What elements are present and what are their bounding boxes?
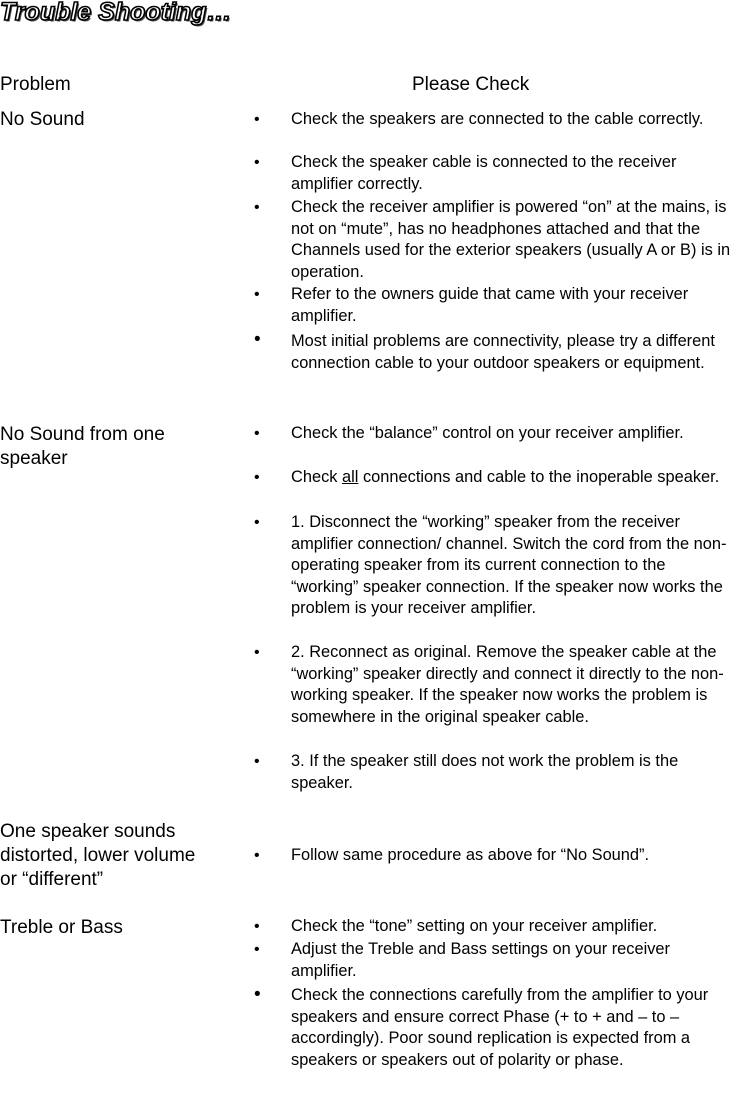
bullet-icon: •: [254, 644, 260, 661]
check-text: [291, 467, 734, 489]
page-title: Trouble Shooting…: [0, 0, 232, 26]
problem-no-sound: No Sound: [0, 109, 85, 130]
check-text-underlined: all: [342, 468, 359, 486]
check-text-after: connections and cable to the inoperable speaker.: [358, 468, 720, 486]
check-text: Refer to the owners guide that came with your receiver amplifier.: [291, 285, 689, 325]
problem-no-sound-one-speaker: No Sound from one speaker: [0, 424, 165, 469]
check-text: Check the connections carefully from the amplifier to your speakers and ensure correct Phase (+ to + and – to – accordingly). Poor sound replication is expected from a speakers or speakers out of polarity or phase.: [291, 986, 709, 1069]
bullet-icon: •: [254, 941, 260, 958]
bullet-icon: •: [254, 286, 260, 303]
bullet-icon: •: [254, 847, 260, 864]
check-text-before: Check: [291, 468, 343, 486]
bullet-icon: •: [254, 154, 260, 171]
check-text: Check the speaker cable is connected to the receiver amplifier correctly.: [291, 153, 677, 193]
check-text: 1. Disconnect the “working” speaker from the receiver amplifier connection/ channel. Switch the cord from the non-operating speaker from its current connection to the “working” speaker connection. If the speaker now works the problem is your receiver amplifier.: [291, 513, 727, 618]
check-text: Check the “balance” control on your receiver amplifier.: [291, 424, 684, 442]
check-text: Most initial problems are connectivity, please try a different connection cable to your outdoor speakers or equipment.: [291, 332, 715, 373]
problem-column-header: Problem: [0, 74, 71, 95]
bullet-icon: •: [254, 469, 260, 486]
bullet-icon: •: [254, 425, 260, 442]
bullet-icon: •: [254, 984, 261, 1005]
bullet-icon: •: [254, 329, 261, 350]
check-text: Adjust the Treble and Bass settings on your receiver amplifier.: [291, 940, 671, 980]
bullet-icon: •: [254, 753, 260, 770]
problem-treble-or-bass: Treble or Bass: [0, 917, 123, 938]
bullet-icon: •: [254, 918, 260, 935]
check-text: Check the “tone” setting on your receiver amplifier.: [291, 917, 658, 935]
check-text: Check the receiver amplifier is powered “on” at the mains, is not on “mute”, has no headphones attached and that the Channels used for the exterior speakers (usually A or B) is in operation.: [291, 198, 731, 281]
check-text: Follow same procedure as above for “No Sound”.: [291, 846, 650, 864]
check-text: 2. Reconnect as original. Remove the speaker cable at the “working” speaker directly and connect it directly to the non-working speaker. If the speaker now works the problem is somewhere in the original speaker cable.: [291, 643, 724, 726]
check-text: Check the speakers are connected to the cable correctly.: [291, 110, 704, 128]
bullet-icon: •: [254, 111, 260, 128]
bullet-icon: •: [254, 514, 260, 531]
please-check-column-header: Please Check: [412, 74, 530, 95]
bullet-icon: •: [254, 199, 260, 216]
check-text: 3. If the speaker still does not work the problem is the speaker.: [291, 752, 679, 792]
problem-distorted-speaker: One speaker sounds distorted, lower volume or “different”: [0, 821, 196, 890]
